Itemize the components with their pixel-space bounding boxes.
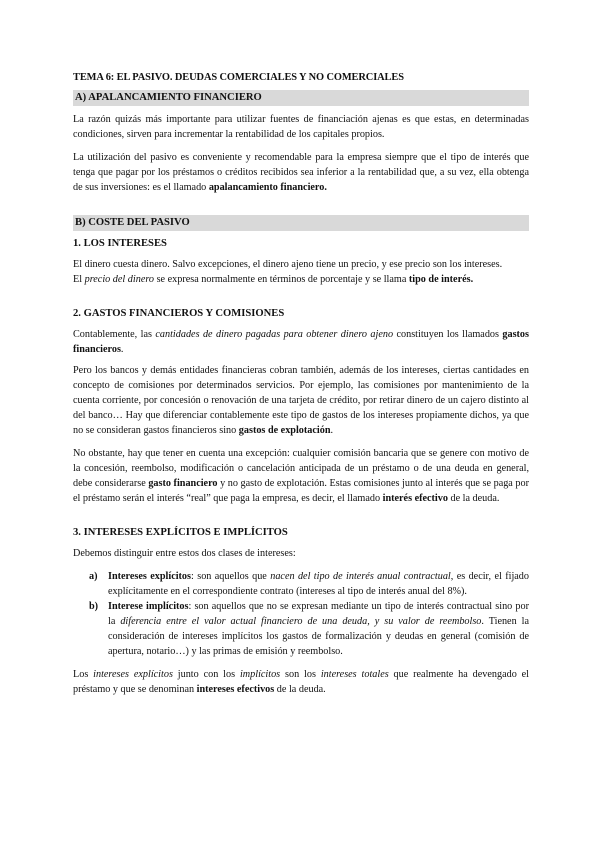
subsection-1-heading: 1. LOS INTERESES [73,238,167,249]
bold-term-gasto-financiero: gasto financiero [148,478,218,489]
bold-term-apalancamiento: apalancamiento financiero. [208,182,327,193]
section-a-heading: A) APALANCAMIENTO FINANCIERO [73,90,529,106]
subsection-2-paragraph-2 [73,363,529,438]
text-run: junto con los [172,669,240,680]
text-run: Los [73,669,94,680]
text-run: que realmente ha devengado el préstamo y que se denominan [73,669,530,695]
italic-term: precio del dinero [84,274,155,285]
subsection-2-paragraph-3 [73,446,529,506]
subsection-2-heading: 2. GASTOS FINANCIEROS Y COMISIONES [73,308,285,319]
text-run: El [73,274,85,285]
section-b-heading: B) COSTE DEL PASIVO [73,215,529,231]
text-run: constituyen los llamados [393,329,503,340]
text-run: . [120,344,124,355]
text-run: Pero los bancos y demás entidades financieras cobran también, además de los intereses, ciertas cantidades en concepto de comisiones por determinados servicios. Por ejemplo, las comisiones por mantenimiento de la cuenta corriente, por concesión o renovación de una tarjeta de crédito, por retirar dinero de un cajero distinto al del banco… Hay que diferenciar contablemente este tipo de gastos de los intereses propiamente dichos, ya que no se consideran gastos financieros sino [73,365,529,436]
subsection-3-intro: Debemos distinguir entre estos dos clases de intereses: [73,548,296,559]
subsection-2-paragraph-1 [73,327,529,357]
text-run: : son aquellos que no se expresan mediante un tipo de interés contractual sino por la [108,601,529,627]
interest-types-list [73,569,529,659]
section-a-paragraph-1: La razón quizás más importante para utilizar fuentes de financiación ajenas es que estas, en determinadas condiciones, sirven para incrementar la rentabilidad de los capitales propios. [73,114,529,140]
text-run: de la deuda. [447,493,500,504]
bold-term-gastos-financieros: gastos financieros [73,329,529,355]
italic-term: cantidades de dinero pagadas para obtener dinero ajeno [155,329,394,340]
text-run: Contablemente, las [73,329,156,340]
document-body [73,70,529,697]
bold-term-gastos-explotacion: gastos de explotación [238,425,331,436]
list-marker: a) [89,571,98,582]
text-run: , es decir, el fijado explícitamente en el correspondiente contrato (intereses al tipo de interés anual del 8%). [108,571,529,597]
italic-term: diferencia entre el valor actual financiero de una deuda, y su valor de reembolso [120,616,482,627]
italic-term: nacen del tipo de interés anual contractual [270,571,451,582]
list-item [73,599,529,659]
text-run: La utilización del pasivo es conveniente y recomendable para la empresa siempre que el tipo de interés que tenga que pagar por los préstamos o créditos recibidos sea inferior a la rentabilidad que, a su vez, ella obtenga de sus inversiones: es el llamado [73,152,529,193]
text-run: : son aquellos que [191,571,271,582]
italic-term: implícitos [239,669,281,680]
section-a-paragraph-2 [73,150,529,195]
subsection-3-closing [73,667,529,697]
text-run: . Tienen la consideración de intereses implícitos los gastos de formalización y deudas en general (comisión de apertura, notario…) y las primas de emisión y reembolso. [108,616,529,657]
text-run: y no gasto de explotación. Estas comisiones junto al interés que se paga por el préstamo serán el interés “real” que paga la empresa, es decir, el llamado [73,478,529,504]
list-marker: b) [89,601,99,612]
text-run: se expresa normalmente en términos de porcentaje y se llama [154,274,409,285]
list-item [73,569,529,599]
subsection-1-paragraph-1: El dinero cuesta dinero. Salvo excepciones, el dinero ajeno tiene un precio, y ese precio son los intereses. [73,259,503,270]
text-run: de la deuda. [274,684,326,695]
text-run: son los [280,669,321,680]
italic-term: intereses explícitos [93,669,173,680]
text-run: . [330,425,334,436]
subsection-3-heading: 3. INTERESES EXPLÍCITOS E IMPLÍCITOS [73,527,288,538]
bold-term-interes-efectivo: interés efectivo [382,493,448,504]
bold-term-tipo-interes: tipo de interés. [408,274,474,285]
bold-term-intereses-efectivos: intereses efectivos [196,684,275,695]
bold-term: Intereses explícitos [108,571,191,582]
document-title: TEMA 6: EL PASIVO. DEUDAS COMERCIALES Y NO COMERCIALES [73,72,404,83]
subsection-1-paragraph-2 [73,272,529,287]
italic-term: intereses totales [320,669,389,680]
text-run: No obstante, hay que tener en cuenta una excepción: cualquier comisión bancaria que se genere con motivo de la concesión, reembolso, modificación o cancelación anticipada de un préstamo o de una deuda en general, debe considerarse [73,448,529,489]
bold-term: Interese implícitos [108,601,189,612]
